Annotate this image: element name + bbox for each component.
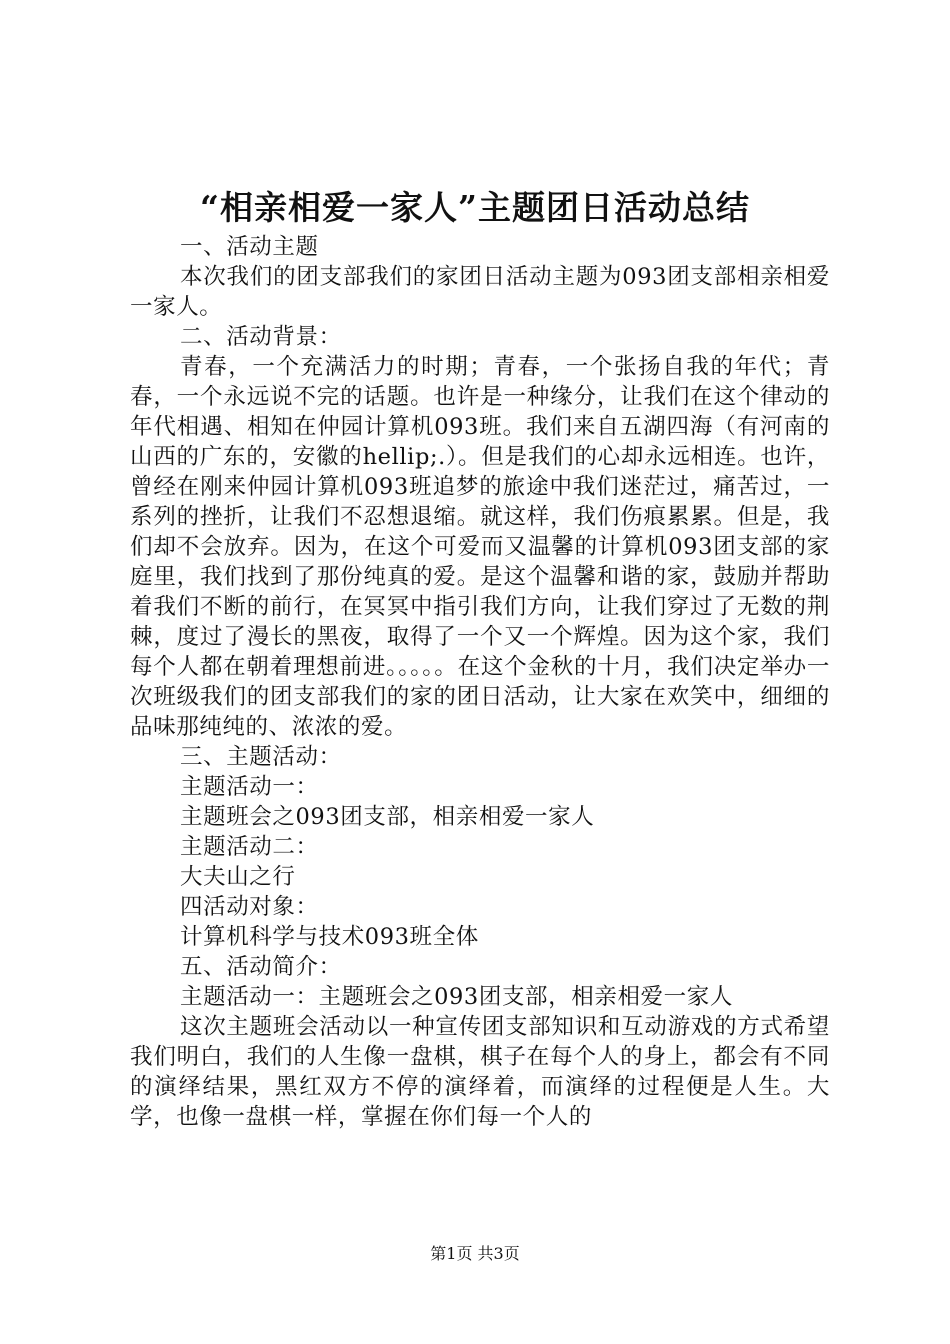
list-item: 大夫山之行 <box>180 864 296 890</box>
section-heading-participants: 四活动对象： <box>180 894 319 920</box>
paragraph-background: 青春，一个充满活力的时期；青春，一个张扬自我的年代；青春，一个永远说不完的话题。也许是一种缘分，让我们在这个律动的年代相遇、相知在仲园计算机093班。我们来自五湖四海（有河南的山西的广东的，安徽的hellip;.）。但是我们的心却永远相连。也许，曾经在刚来仲园计算机093班追梦的旅途中我们迷茫过，痛苦过，一系列的挫折，让我们不忍想退缩。就这样，我们伤痕累累。但是，我们却不会放弃。因为，在这个可爱而又温馨的计算机093团支部的家庭里，我们找到了那份纯真的爱。是这个温馨和谐的家，鼓励并帮助着我们不断的前行，在冥冥中指引我们方向，让我们穿过了无数的荆棘，度过了漫长的黑夜，取得了一个又一个辉煌。因为这个家，我们每个人都在朝着理想前进。。。。。在这个金秋的十月，我们决定举办一次班级我们的团支部我们的家的团日活动，让大家在欢笑中，细细的品味那纯纯的、浓浓的爱。 <box>130 354 830 740</box>
section-heading-theme: 一、活动主题 <box>180 234 319 260</box>
document-title: “相亲相爱一家人”主题团日活动总结 <box>200 188 750 227</box>
paragraph-theme: 本次我们的团支部我们的家团日活动主题为093团支部相亲相爱一家人。 <box>130 264 830 320</box>
list-item: 主题活动一： <box>180 774 319 800</box>
list-item: 计算机科学与技术093班全体 <box>180 924 479 950</box>
section-heading-background: 二、活动背景： <box>180 324 342 350</box>
list-item: 主题班会之093团支部，相亲相爱一家人 <box>180 804 595 830</box>
section-heading-introduction: 五、活动简介： <box>180 954 342 980</box>
list-item: 主题活动二： <box>180 834 319 860</box>
section-heading-activities: 三、主题活动： <box>180 744 342 770</box>
paragraph-introduction: 这次主题班会活动以一种宣传团支部知识和互动游戏的方式希望我们明白，我们的人生像一盘棋，棋子在每个人的身上，都会有不同的演绎结果，黑红双方不停的演绎着，而演绎的过程便是人生。大学，也像一盘棋一样，掌握在你们每一个人的 <box>130 1014 830 1130</box>
list-item: 主题活动一：主题班会之093团支部，相亲相爱一家人 <box>180 984 733 1010</box>
document-body <box>130 232 830 1132</box>
page-indicator: 第1页 共3页 <box>430 1244 520 1263</box>
